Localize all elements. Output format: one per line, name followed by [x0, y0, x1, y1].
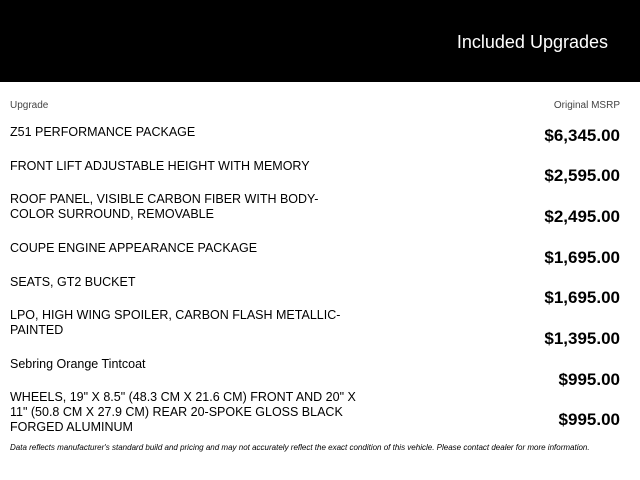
- upgrade-price: $995.00: [558, 370, 620, 389]
- upgrade-name: WHEELS, 19" X 8.5" (48.3 CM X 21.6 CM) FRONT AND 20" X 11" (50.8 CM X 27.9 CM) REAR 20-SPOKE GLOSS BLACK FORGED ALUMINUM: [10, 390, 356, 434]
- upgrade-name: LPO, HIGH WING SPOILER, CARBON FLASH METALLIC-PAINTED: [10, 308, 341, 337]
- upgrade-name: COUPE ENGINE APPEARANCE PACKAGE: [10, 241, 258, 255]
- upgrade-name: Z51 PERFORMANCE PACKAGE: [10, 125, 196, 139]
- disclaimer-text: Data reflects manufacturer's standard build and pricing and may not accurately reflect the exact condition of this vehicle. Please contact dealer for more information.: [10, 443, 590, 452]
- column-header-upgrade: Upgrade: [10, 100, 49, 111]
- upgrade-name: ROOF PANEL, VISIBLE CARBON FIBER WITH BODY-COLOR SURROUND, REMOVABLE: [10, 192, 319, 221]
- header-bar: [0, 0, 640, 82]
- upgrade-price: $6,345.00: [544, 126, 620, 145]
- upgrade-price: $1,695.00: [544, 248, 620, 267]
- upgrade-name: FRONT LIFT ADJUSTABLE HEIGHT WITH MEMORY: [10, 159, 310, 173]
- upgrade-name: SEATS, GT2 BUCKET: [10, 275, 136, 289]
- upgrade-price: $995.00: [558, 410, 620, 429]
- upgrade-name: Sebring Orange Tintcoat: [10, 357, 146, 371]
- column-header-msrp: Original MSRP: [553, 100, 620, 111]
- upgrade-price: $2,595.00: [544, 166, 620, 185]
- upgrade-price: $2,495.00: [544, 207, 620, 226]
- upgrade-price: $1,695.00: [544, 288, 620, 307]
- upgrade-price: $1,395.00: [544, 329, 620, 348]
- page-title: Included Upgrades: [456, 32, 608, 52]
